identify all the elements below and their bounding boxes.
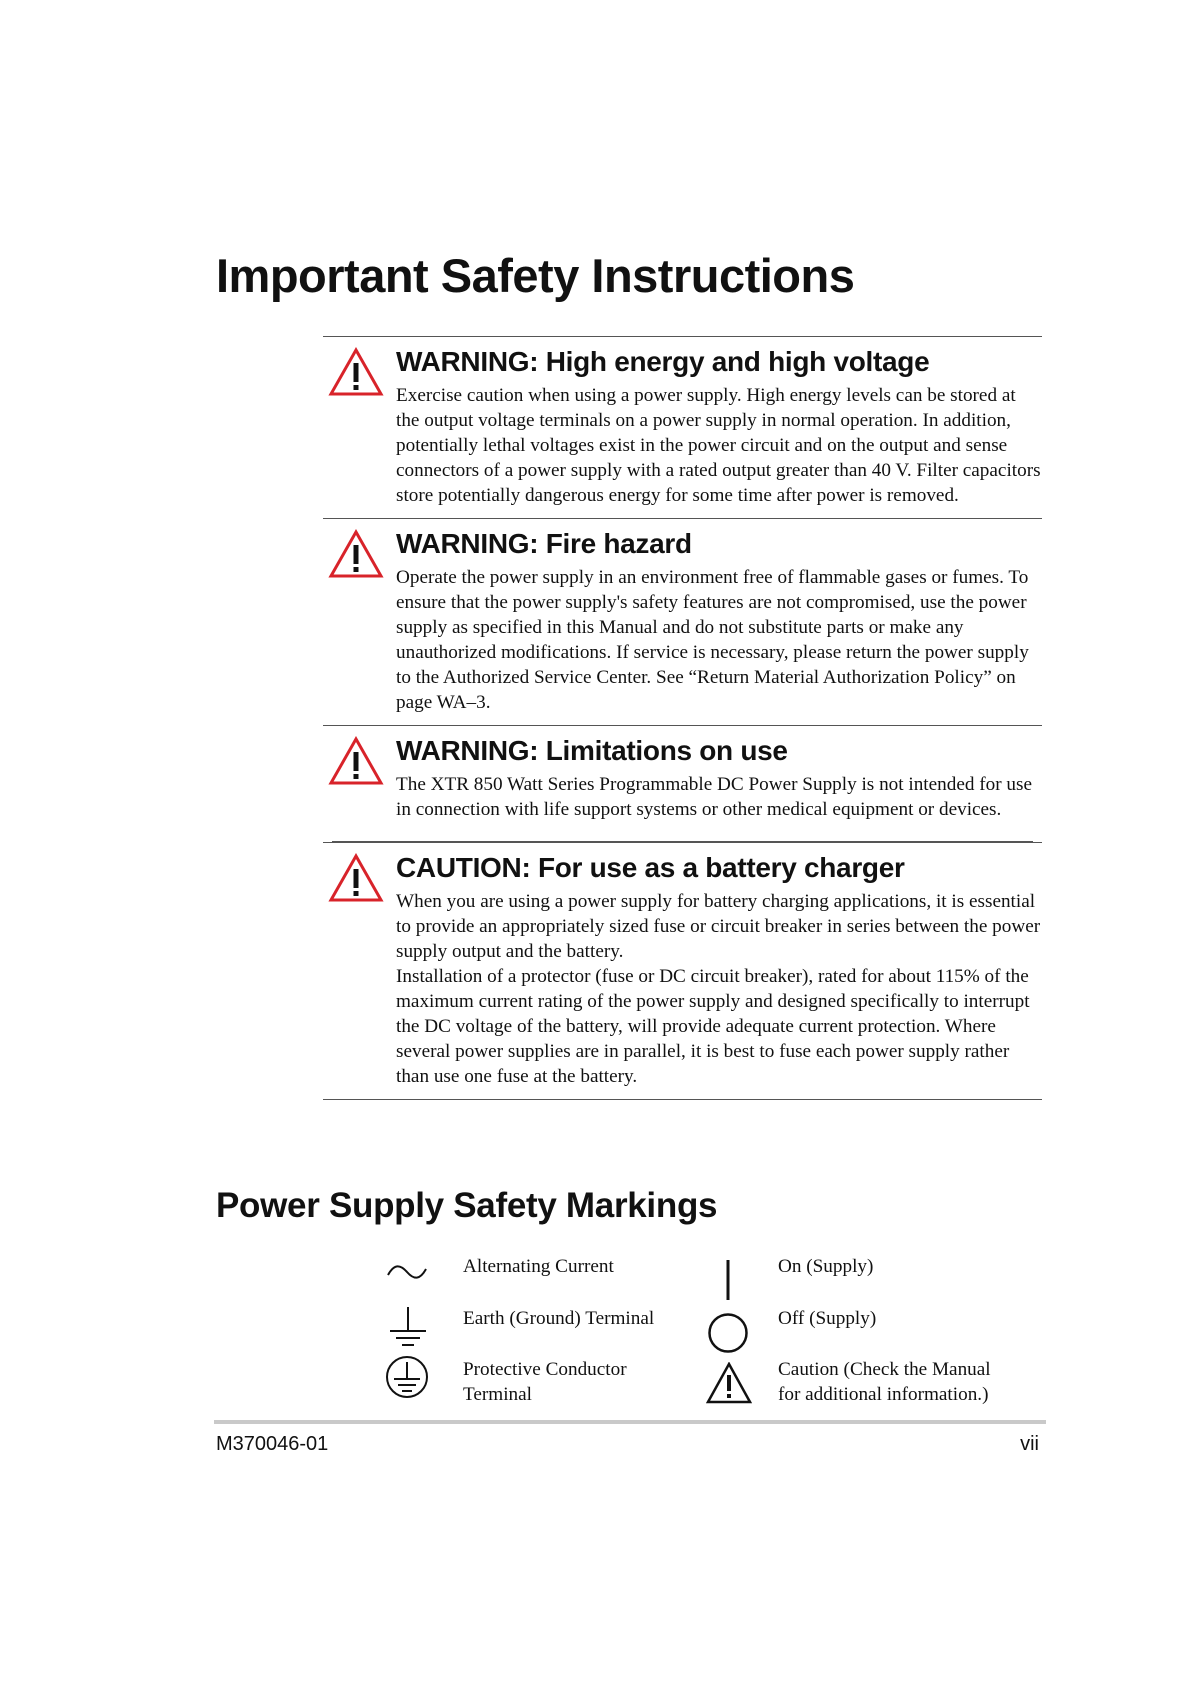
notice-body: Installation of a protector (fuse or DC circuit breaker), rated for about 115% of the maximum current rating of the power supply and designed specifically to interrupt the DC voltage of the battery, will provide adequate current protection. Where several power supplies are in parallel, it is best to fuse each power supply rather than use one fuse at the battery.: [396, 966, 1030, 1087]
notice-body: Operate the power supply in an environment free of flammable gases or fumes. To ensure that the power supply's safety features are not compromised, use the power supply as specified in this Manual and do not substitute parts or make any unauthorized modifications. If service is necessary, please return the power supply to the Authorized Service Center. See “Return Material Authorization Policy” on page WA–3.: [396, 567, 1029, 713]
marking-label: Off (Supply): [778, 1308, 877, 1329]
marking-label: Caution (Check the Manual: [778, 1359, 991, 1380]
marking-label: Protective Conductor: [463, 1359, 627, 1380]
notice-limitations: [323, 725, 1042, 832]
alternating-current-icon: [386, 1262, 428, 1282]
warning-triangle-icon: [328, 529, 384, 579]
notice-high-voltage: [323, 336, 1042, 518]
marking-label: for additional information.): [778, 1384, 989, 1405]
notice-battery-charger: [323, 842, 1042, 1100]
footer-page-number: vii: [1020, 1433, 1039, 1455]
notice-heading: WARNING: High energy and high voltage: [396, 346, 930, 377]
warning-triangle-icon: [328, 347, 384, 397]
page-title: Important Safety Instructions: [216, 249, 855, 302]
notice-heading: WARNING: Fire hazard: [396, 528, 692, 559]
notice-body: When you are using a power supply for battery charging applications, it is essential to provide an appropriately sized fuse or circuit breaker in series between the power supply output and the battery.: [396, 891, 1041, 962]
warning-triangle-icon: [328, 736, 384, 786]
footer-doc-number: M370046-01: [216, 1433, 329, 1455]
notice-heading: WARNING: Limitations on use: [396, 735, 788, 766]
marking-label: Terminal: [463, 1384, 532, 1405]
marking-label: Earth (Ground) Terminal: [463, 1308, 655, 1329]
marking-label: Alternating Current: [463, 1256, 614, 1277]
footer-divider: [214, 1420, 1046, 1424]
caution-icon: [706, 1362, 752, 1404]
notice-body: The XTR 850 Watt Series Programmable DC Power Supply is not intended for use in connection with life support systems or other medical equipment or devices.: [396, 774, 1032, 820]
notice-heading: CAUTION: For use as a battery charger: [396, 852, 905, 883]
earth-ground-icon: [388, 1305, 428, 1347]
on-supply-icon: [723, 1258, 733, 1302]
safety-notices: [323, 336, 1042, 1100]
warning-triangle-icon: [328, 853, 384, 903]
markings-title: Power Supply Safety Markings: [216, 1186, 718, 1225]
notice-fire-hazard: [323, 518, 1042, 725]
off-supply-icon: [707, 1312, 749, 1354]
notice-body: Exercise caution when using a power supply. High energy levels can be stored at the output voltage terminals on a power supply in normal operation. In addition, potentially lethal voltages exist in the power circuit and on the output and sense connectors of a power supply with a rated output greater than 40 V. Filter capacitors store potentially dangerous energy for some time after power is removed.: [396, 385, 1041, 506]
marking-label: On (Supply): [778, 1256, 874, 1277]
protective-conductor-icon: [385, 1355, 429, 1399]
